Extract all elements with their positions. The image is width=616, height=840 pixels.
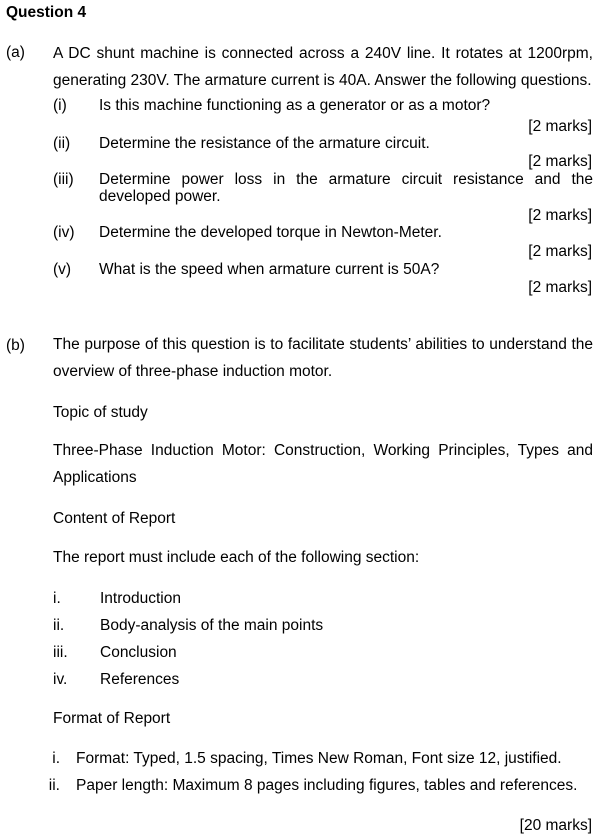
format-num: i. (52, 750, 60, 767)
part-a-label: (a) (6, 44, 25, 61)
part-a-item-num: (iii) (53, 171, 74, 188)
topic-heading: Topic of study (53, 404, 148, 421)
total-marks: [20 marks] (519, 817, 592, 834)
part-a-item-marks: [2 marks] (528, 118, 592, 135)
section-num: ii. (53, 617, 65, 634)
format-num: ii. (48, 777, 60, 794)
section-item: Body-analysis of the main points (100, 617, 324, 634)
part-a-item-marks: [2 marks] (528, 243, 592, 260)
format-item: Paper length: Maximum 8 pages including figures, tables and references. (76, 777, 578, 794)
section-num: i. (53, 590, 61, 607)
part-a-item-text: What is the speed when armature current is 50A? (99, 261, 440, 278)
format-heading: Format of Report (53, 710, 171, 727)
content-heading: Content of Report (53, 510, 176, 527)
section-item: References (100, 671, 180, 688)
part-a-item-text: Determine the developed torque in Newton-Meter. (99, 224, 442, 241)
part-a-item-num: (ii) (53, 135, 71, 152)
part-a-intro: A DC shunt machine is connected across a 240V line. It rotates at 1200rpm, generating 230V. The armature current is 40A. Answer the following questions. (53, 45, 593, 89)
format-item: Format: Typed, 1.5 spacing, Times New Roman, Font size 12, justified. (76, 750, 562, 767)
part-a-item-text: Determine power loss in the armature circuit resistance and the developed power. (99, 171, 593, 205)
part-a-item-num: (i) (53, 97, 67, 114)
section-num: iv. (53, 671, 68, 688)
part-b-label: (b) (6, 337, 25, 354)
part-a-item-num: (iv) (53, 224, 75, 241)
section-item: Conclusion (100, 644, 177, 661)
topic-text: Three-Phase Induction Motor: Construction, Working Principles, Types and Applications (53, 442, 593, 486)
content-intro: The report must include each of the following section: (53, 549, 420, 566)
part-a-item-marks: [2 marks] (528, 207, 592, 224)
part-a-item-text: Is this machine functioning as a generator or as a motor? (99, 97, 491, 114)
part-a-item-marks: [2 marks] (528, 279, 592, 296)
section-item: Introduction (100, 590, 181, 607)
question-title: Question 4 (6, 4, 87, 21)
part-a-item-text: Determine the resistance of the armature circuit. (99, 135, 430, 152)
part-a-item-marks: [2 marks] (528, 153, 592, 170)
part-b-intro: The purpose of this question is to facilitate students’ abilities to understand the overview of three-phase induction motor. (53, 336, 593, 380)
part-a-item-num: (v) (53, 261, 72, 278)
section-num: iii. (53, 644, 68, 661)
